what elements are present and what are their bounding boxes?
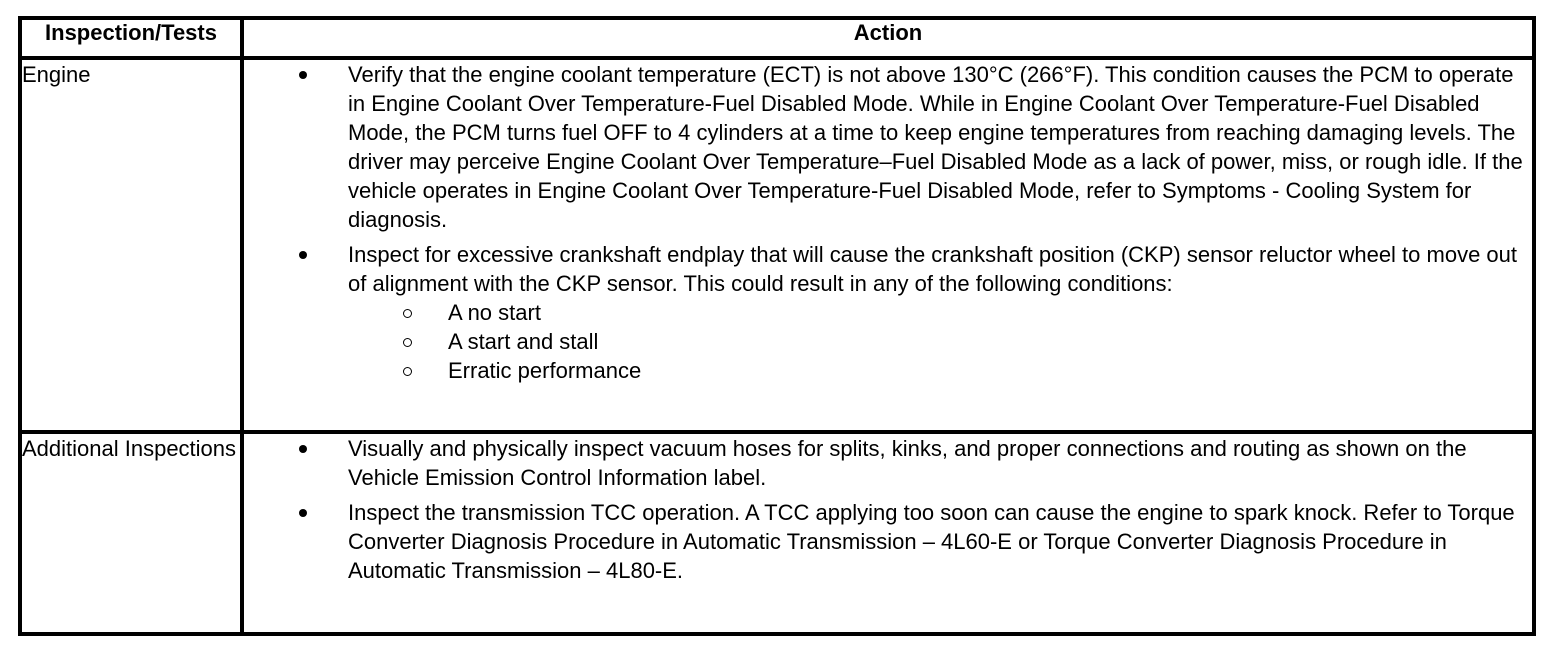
header-inspection-tests: Inspection/Tests [20,18,242,58]
row-label: Additional Inspections [20,432,242,634]
inspection-table [18,16,1536,636]
bullet-icon [299,445,307,453]
row-label: Engine [20,58,242,432]
action-list [244,60,1532,385]
bullet-text: Inspect for excessive crankshaft endplay that will cause the crankshaft position (CKP) sensor reluctor wheel to move out of alignment with the CKP sensor. This could result in any of the following conditions: [348,242,1518,296]
list-item [244,60,1532,234]
bullet-text: Inspect the transmission TCC operation. A TCC applying too soon can cause the engine to spark knock. Refer to Torque Converter Diagnosis Procedure in Automatic Transmission – 4L60-E or Torque Converter Diagnosis Procedure in Automatic Transmission – 4L80-E. [348,500,1515,583]
header-action: Action [242,18,1534,58]
action-list [244,434,1532,585]
list-item [244,240,1532,385]
bullet-text: Verify that the engine coolant temperature (ECT) is not above 130°C (266°F). This condition causes the PCM to operate in Engine Coolant Over Temperature-Fuel Disabled Mode. While in Engine Coolant Over Temperature-Fuel Disabled Mode, the PCM turns fuel OFF to 4 cylinders at a time to keep engine temperatures from reaching damaging levels. The driver may perceive Engine Coolant Over Temperature–Fuel Disabled Mode as a lack of power, miss, or rough idle. If the vehicle operates in Engine Coolant Over Temperature-Fuel Disabled Mode, refer to Symptoms - Cooling System for diagnosis. [348,62,1523,232]
action-cell [242,432,1534,634]
sub-item-text: A no start [448,300,541,325]
header-row [20,18,1534,58]
sub-list-item [348,298,1532,327]
sub-item-text: Erratic performance [448,358,642,383]
sub-list-item [348,327,1532,356]
circle-bullet-icon [403,367,412,376]
sub-item-text: A start and stall [448,329,599,354]
action-cell [242,58,1534,432]
circle-bullet-icon [403,338,412,347]
bullet-icon [299,509,307,517]
table-row [20,432,1534,634]
bullet-text: Visually and physically inspect vacuum hoses for splits, kinks, and proper connections and routing as shown on the Vehicle Emission Control Information label. [348,436,1467,490]
bullet-icon [299,71,307,79]
table-row [20,58,1534,432]
list-item [244,498,1532,585]
sub-list-item [348,356,1532,385]
bullet-icon [299,251,307,259]
circle-bullet-icon [403,309,412,318]
condition-list [348,298,1532,385]
list-item [244,434,1532,492]
